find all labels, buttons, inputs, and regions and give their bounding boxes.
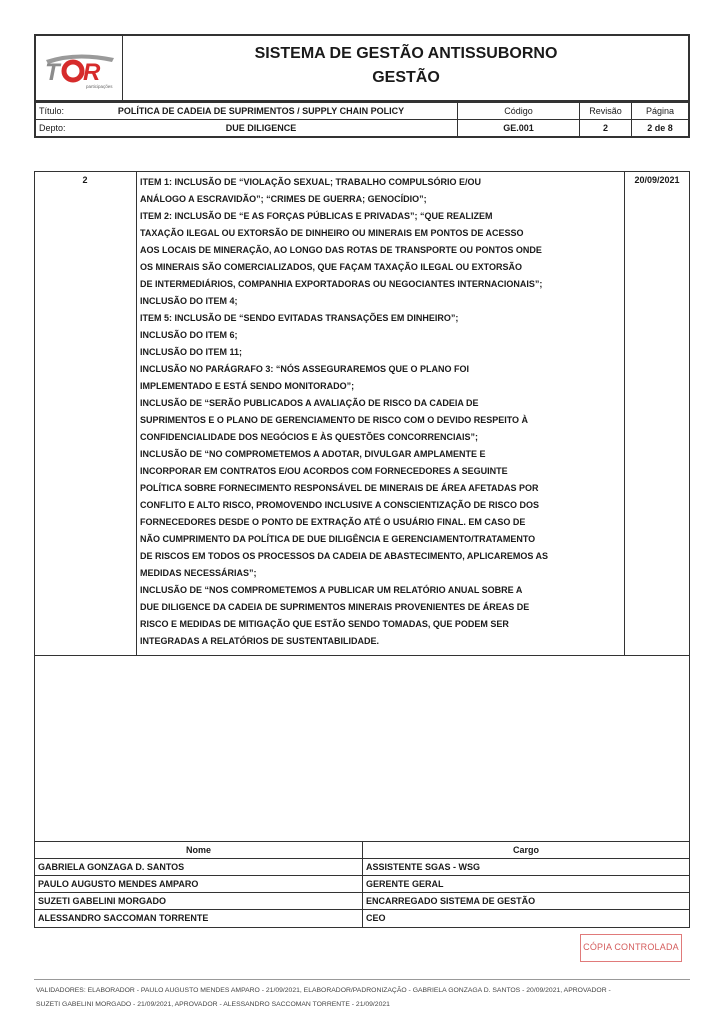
revision-line: ITEM 2: INCLUSÃO DE “E AS FORÇAS PÚBLICAS E PRIVADAS”; “QUE REALIZEM xyxy=(140,211,493,221)
revision-line: DE INTERMEDIÁRIOS, COMPANHIA EXPORTADORAS OU NEGOCIANTES INTERNACIONAIS”; xyxy=(140,279,543,289)
footer-line-1: VALIDADORES: ELABORADOR - PAULO AUGUSTO MENDES AMPARO - 21/09/2021, ELABORADOR/PADRONIZAÇÃO - GABRIELA GONZAGA D. SANTOS - 20/09/2021, APROVADOR - xyxy=(36,987,611,994)
logo-cell xyxy=(36,36,123,100)
footer-divider xyxy=(34,979,690,980)
revision-line: NÃO CUMPRIMENTO DA POLÍTICA DE DUE DILIGÊNCIA E GERENCIAMENTO/TRATAMENTO xyxy=(140,534,536,544)
validator-name: SUZETI GABELINI MORGADO xyxy=(35,893,363,910)
revision-line: SUPRIMENTOS E O PLANO DE GERENCIAMENTO DE RISCO COM O DEVIDO RESPEITO À xyxy=(140,415,529,425)
revisao-label: Revisão xyxy=(589,106,622,116)
revision-line: CONFLITO E ALTO RISCO, PROMOVENDO INCLUSIVE A CONSCIENTIZAÇÃO DE RISCO DOS xyxy=(140,500,540,510)
revision-description xyxy=(136,172,625,655)
validators-header-row xyxy=(35,842,689,859)
revision-line: OS MINERAIS SÃO COMERCIALIZADOS, QUE FAÇAM TAXAÇÃO ILEGAL OU EXTORSÃO xyxy=(140,262,523,272)
table-row xyxy=(35,910,689,927)
document-header xyxy=(34,34,690,102)
titulo-label: Título: xyxy=(39,106,65,116)
validator-name: ALESSANDRO SACCOMAN TORRENTE xyxy=(35,910,363,927)
revision-line: INCLUSÃO DE “NO COMPROMETEMOS A ADOTAR, DIVULGAR AMPLAMENTE E xyxy=(140,449,486,459)
revision-table xyxy=(34,171,690,656)
titulo-value: POLÍTICA DE CADEIA DE SUPRIMENTOS / SUPPLY CHAIN POLICY xyxy=(117,106,405,116)
depto-label: Depto: xyxy=(39,123,66,133)
validator-role: GERENTE GERAL xyxy=(366,879,444,889)
validator-role: CEO xyxy=(366,913,386,923)
validator-name: GABRIELA GONZAGA D. SANTOS xyxy=(35,859,363,876)
revision-line: ANÁLOGO A ESCRAVIDÃO”; “CRIMES DE GUERRA; GENOCÍDIO”; xyxy=(140,194,427,204)
revision-line: MEDIDAS NECESSÁRIAS”; xyxy=(140,568,257,578)
footer-line-2: SUZETI GABELINI MORGADO - 21/09/2021, APROVADOR - ALESSANDRO SACCOMAN TORRENTE - 21/09/2021 xyxy=(36,1001,390,1008)
revision-line: INCLUSÃO DO ITEM 4; xyxy=(140,296,238,306)
validator-role: ENCARREGADO SISTEMA DE GESTÃO xyxy=(366,896,536,906)
svg-text:T: T xyxy=(45,59,60,86)
revision-line: IMPLEMENTADO E ESTÁ SENDO MONITORADO”; xyxy=(140,381,355,391)
table-row xyxy=(35,876,689,893)
revision-line: INTEGRADAS A RELATÓRIOS DE SUSTENTABILIDADE. xyxy=(140,636,380,646)
document-meta xyxy=(34,102,690,138)
revision-line: CONFIDENCIALIDADE DOS NEGÓCIOS E ÀS QUESTÕES CONCORRENCIAIS”; xyxy=(140,432,479,442)
revision-line: POLÍTICA SOBRE FORNECIMENTO RESPONSÁVEL DE MINERAIS DE ÁREA AFETADAS POR xyxy=(140,483,539,493)
revisao-value: 2 xyxy=(602,123,608,133)
revision-line: INCLUSÃO DO ITEM 11; xyxy=(140,347,243,357)
company-logo xyxy=(36,36,122,100)
revision-line: INCLUSÃO NO PARÁGRAFO 3: “NÓS ASSEGURAREMOS QUE O PLANO FOI xyxy=(140,364,470,374)
revision-line: AOS LOCAIS DE MINERAÇÃO, AO LONGO DAS ROTAS DE TRANSPORTE OU PONTOS ONDE xyxy=(140,245,542,255)
codigo-value: GE.001 xyxy=(503,123,534,133)
revision-line: RISCO E MEDIDAS DE MITIGAÇÃO QUE ESTÃO SENDO TOMADAS, QUE PODEM SER xyxy=(140,619,509,629)
blank-area xyxy=(34,655,690,842)
codigo-label: Código xyxy=(504,106,533,116)
revision-line: INCLUSÃO DO ITEM 6; xyxy=(140,330,238,340)
table-row xyxy=(35,893,689,910)
revision-line: INCLUSÃO DE “SERÃO PUBLICADOS A AVALIAÇÃO DE RISCO DA CADEIA DE xyxy=(140,398,479,408)
validators-table xyxy=(34,841,690,928)
revision-line: ITEM 1: INCLUSÃO DE “VIOLAÇÃO SEXUAL; TRABALHO COMPULSÓRIO E/OU xyxy=(140,177,482,187)
section-title: GESTÃO xyxy=(372,69,440,86)
revision-number: 2 xyxy=(82,175,88,185)
revision-line: DE RISCOS EM TODOS OS PROCESSOS DA CADEIA DE ABASTECIMENTO, APLICAREMOS AS xyxy=(140,551,549,561)
table-row xyxy=(35,859,689,876)
validator-role: ASSISTENTE SGAS - WSG xyxy=(366,862,481,872)
revision-line: TAXAÇÃO ILEGAL OU EXTORSÃO DE DINHEIRO OU MINERAIS EM PONTOS DE ACESSO xyxy=(140,228,524,238)
footer-validators xyxy=(36,984,690,1012)
system-title: SISTEMA DE GESTÃO ANTISSUBORNO xyxy=(254,45,558,62)
svg-text:R: R xyxy=(83,59,101,86)
revision-line: INCORPORAR EM CONTRATOS E/OU ACORDOS COM FORNECEDORES A SEGUINTE xyxy=(140,466,508,476)
revision-line: DUE DILIGENCE DA CADEIA DE SUPRIMENTOS MINERAIS PROVENIENTES DE ÁREAS DE xyxy=(140,602,530,612)
revision-line: INCLUSÃO DE “NOS COMPROMETEMOS A PUBLICAR UM RELATÓRIO ANUAL SOBRE A xyxy=(140,585,523,595)
pagina-label: Página xyxy=(645,106,675,116)
depto-value: DUE DILIGENCE xyxy=(225,123,297,133)
revision-date: 20/09/2021 xyxy=(634,175,680,185)
revision-line: FORNECEDORES DESDE O PONTO DE EXTRAÇÃO ATÉ O USUÁRIO FINAL. EM CASO DE xyxy=(140,517,526,527)
col-header-name: Nome xyxy=(35,842,363,859)
pagina-value: 2 de 8 xyxy=(647,123,673,133)
document-title xyxy=(124,42,688,90)
controlled-copy-stamp: CÓPIA CONTROLADA xyxy=(580,934,682,962)
logo-subtext: participações xyxy=(86,84,113,89)
validator-name: PAULO AUGUSTO MENDES AMPARO xyxy=(35,876,363,893)
revision-line: ITEM 5: INCLUSÃO DE “SENDO EVITADAS TRANSAÇÕES EM DINHEIRO”; xyxy=(140,313,459,323)
col-header-role: Cargo xyxy=(512,845,539,855)
